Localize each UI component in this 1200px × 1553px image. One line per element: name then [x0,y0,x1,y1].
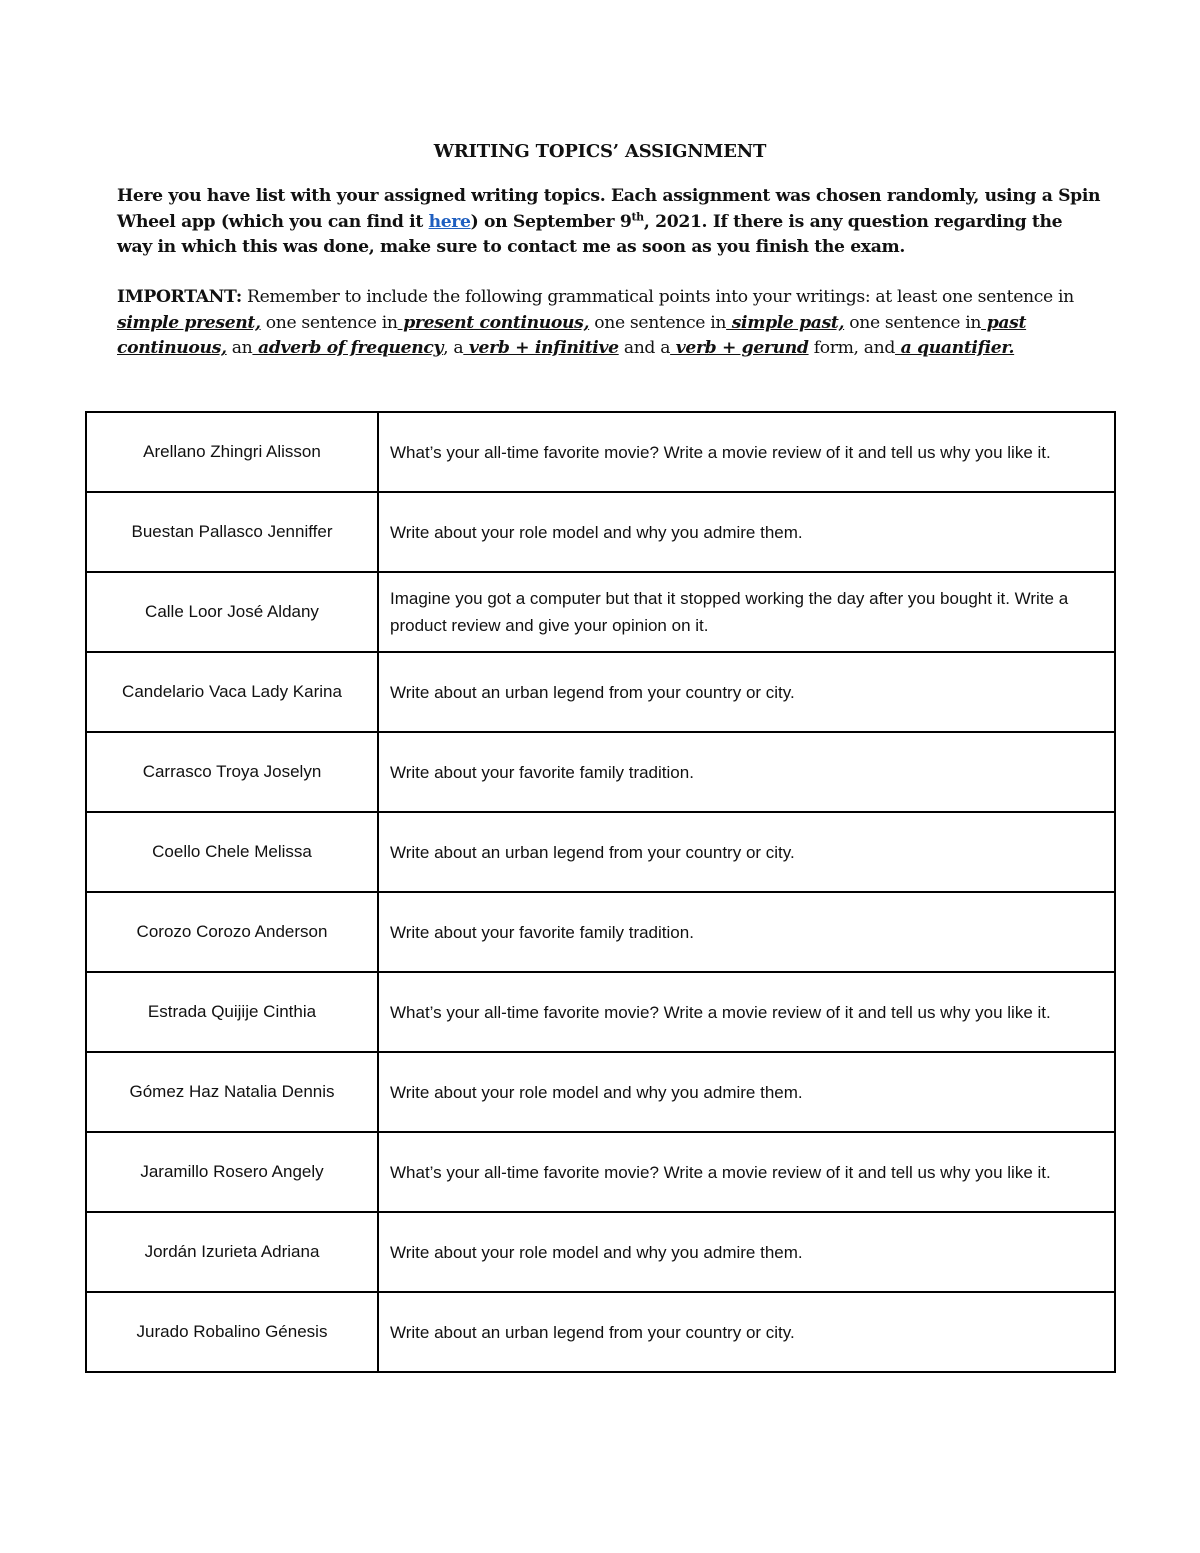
student-name: Jaramillo Rosero Angely [86,1132,378,1212]
important-text: and a [618,338,671,359]
writing-topic: Write about your role model and why you admire them. [378,1212,1115,1292]
writing-topic: Write about an urban legend from your country or city. [378,812,1115,892]
important-paragraph [117,285,1102,362]
spin-wheel-link[interactable]: here [428,211,471,232]
intro-text-2: ) on September 9 [470,211,632,232]
important-text: form, and [808,338,896,359]
grammar-point-simple-present: simple present, [117,312,261,333]
student-name: Carrasco Troya Joselyn [86,732,378,812]
student-name: Jordán Izurieta Adriana [86,1212,378,1292]
student-name: Corozo Corozo Anderson [86,892,378,972]
table-row [86,1292,1115,1372]
table-row [86,1212,1115,1292]
grammar-point-verb-infinitive: verb + infinitive [463,338,619,359]
page-title: WRITING TOPICS’ ASSIGNMENT [433,141,767,162]
writing-topic: Write about your role model and why you admire them. [378,492,1115,572]
grammar-point-adverb-of-frequency: adverb of frequency [252,338,444,359]
important-label: IMPORTANT: [117,287,242,307]
writing-topic: Write about your role model and why you admire them. [378,1052,1115,1132]
student-name: Calle Loor José Aldany [86,572,378,652]
intro-text-3: , 2021. If there is any question regarding the way in which this was done, make sure to contact me as soon as you finish the exam. [117,211,1063,258]
table-row [86,412,1115,492]
writing-topic: Write about your favorite family tradition. [378,892,1115,972]
grammar-point-past-continuous: past continuous, [117,312,1027,359]
table-row [86,572,1115,652]
student-name: Buestan Pallasco Jenniffer [86,492,378,572]
important-text: , a [443,338,464,359]
important-text: an [226,338,253,359]
student-name: Estrada Quijije Cinthia [86,972,378,1052]
writing-topic: Write about an urban legend from your country or city. [378,652,1115,732]
student-name: Coello Chele Melissa [86,812,378,892]
grammar-point-present-continuous: present continuous, [397,312,590,333]
writing-topic: What’s your all-time favorite movie? Write a movie review of it and tell us why you like it. [378,1132,1115,1212]
student-name: Arellano Zhingri Alisson [86,412,378,492]
intro-text-1: Here you have list with your assigned writing topics. Each assignment was chosen randomly, using a Spin Wheel app (which you can find it [117,186,1101,232]
table-row [86,812,1115,892]
student-name: Jurado Robalino Génesis [86,1292,378,1372]
assignment-table [85,411,1116,1373]
table-row [86,492,1115,572]
writing-topic: What’s your all-time favorite movie? Write a movie review of it and tell us why you like it. [378,412,1115,492]
grammar-point-verb-gerund: verb + gerund [670,338,809,359]
table-row [86,652,1115,732]
important-text: one sentence in [589,312,727,333]
writing-topic: Imagine you got a computer but that it stopped working the day after you bought it. Write a product review and give your opinion on it. [378,572,1115,652]
writing-topic: Write about your favorite family tradition. [378,732,1115,812]
grammar-point-quantifier: a quantifier. [895,338,1015,359]
student-name: Gómez Haz Natalia Dennis [86,1052,378,1132]
grammar-point-simple-past: simple past, [726,312,845,333]
table-row [86,1052,1115,1132]
table-row [86,972,1115,1052]
writing-topic: Write about an urban legend from your country or city. [378,1292,1115,1372]
intro-paragraph [117,184,1102,261]
student-name: Candelario Vaca Lady Karina [86,652,378,732]
table-row [86,1132,1115,1212]
important-text: one sentence in [260,312,398,333]
table-row [86,892,1115,972]
writing-topic: What’s your all-time favorite movie? Write a movie review of it and tell us why you like it. [378,972,1115,1052]
important-text: one sentence in [844,312,982,333]
important-text: Remember to include the following grammatical points into your writings: at least one sentence in [241,287,1074,307]
date-superscript: th [631,209,644,223]
table-row [86,732,1115,812]
